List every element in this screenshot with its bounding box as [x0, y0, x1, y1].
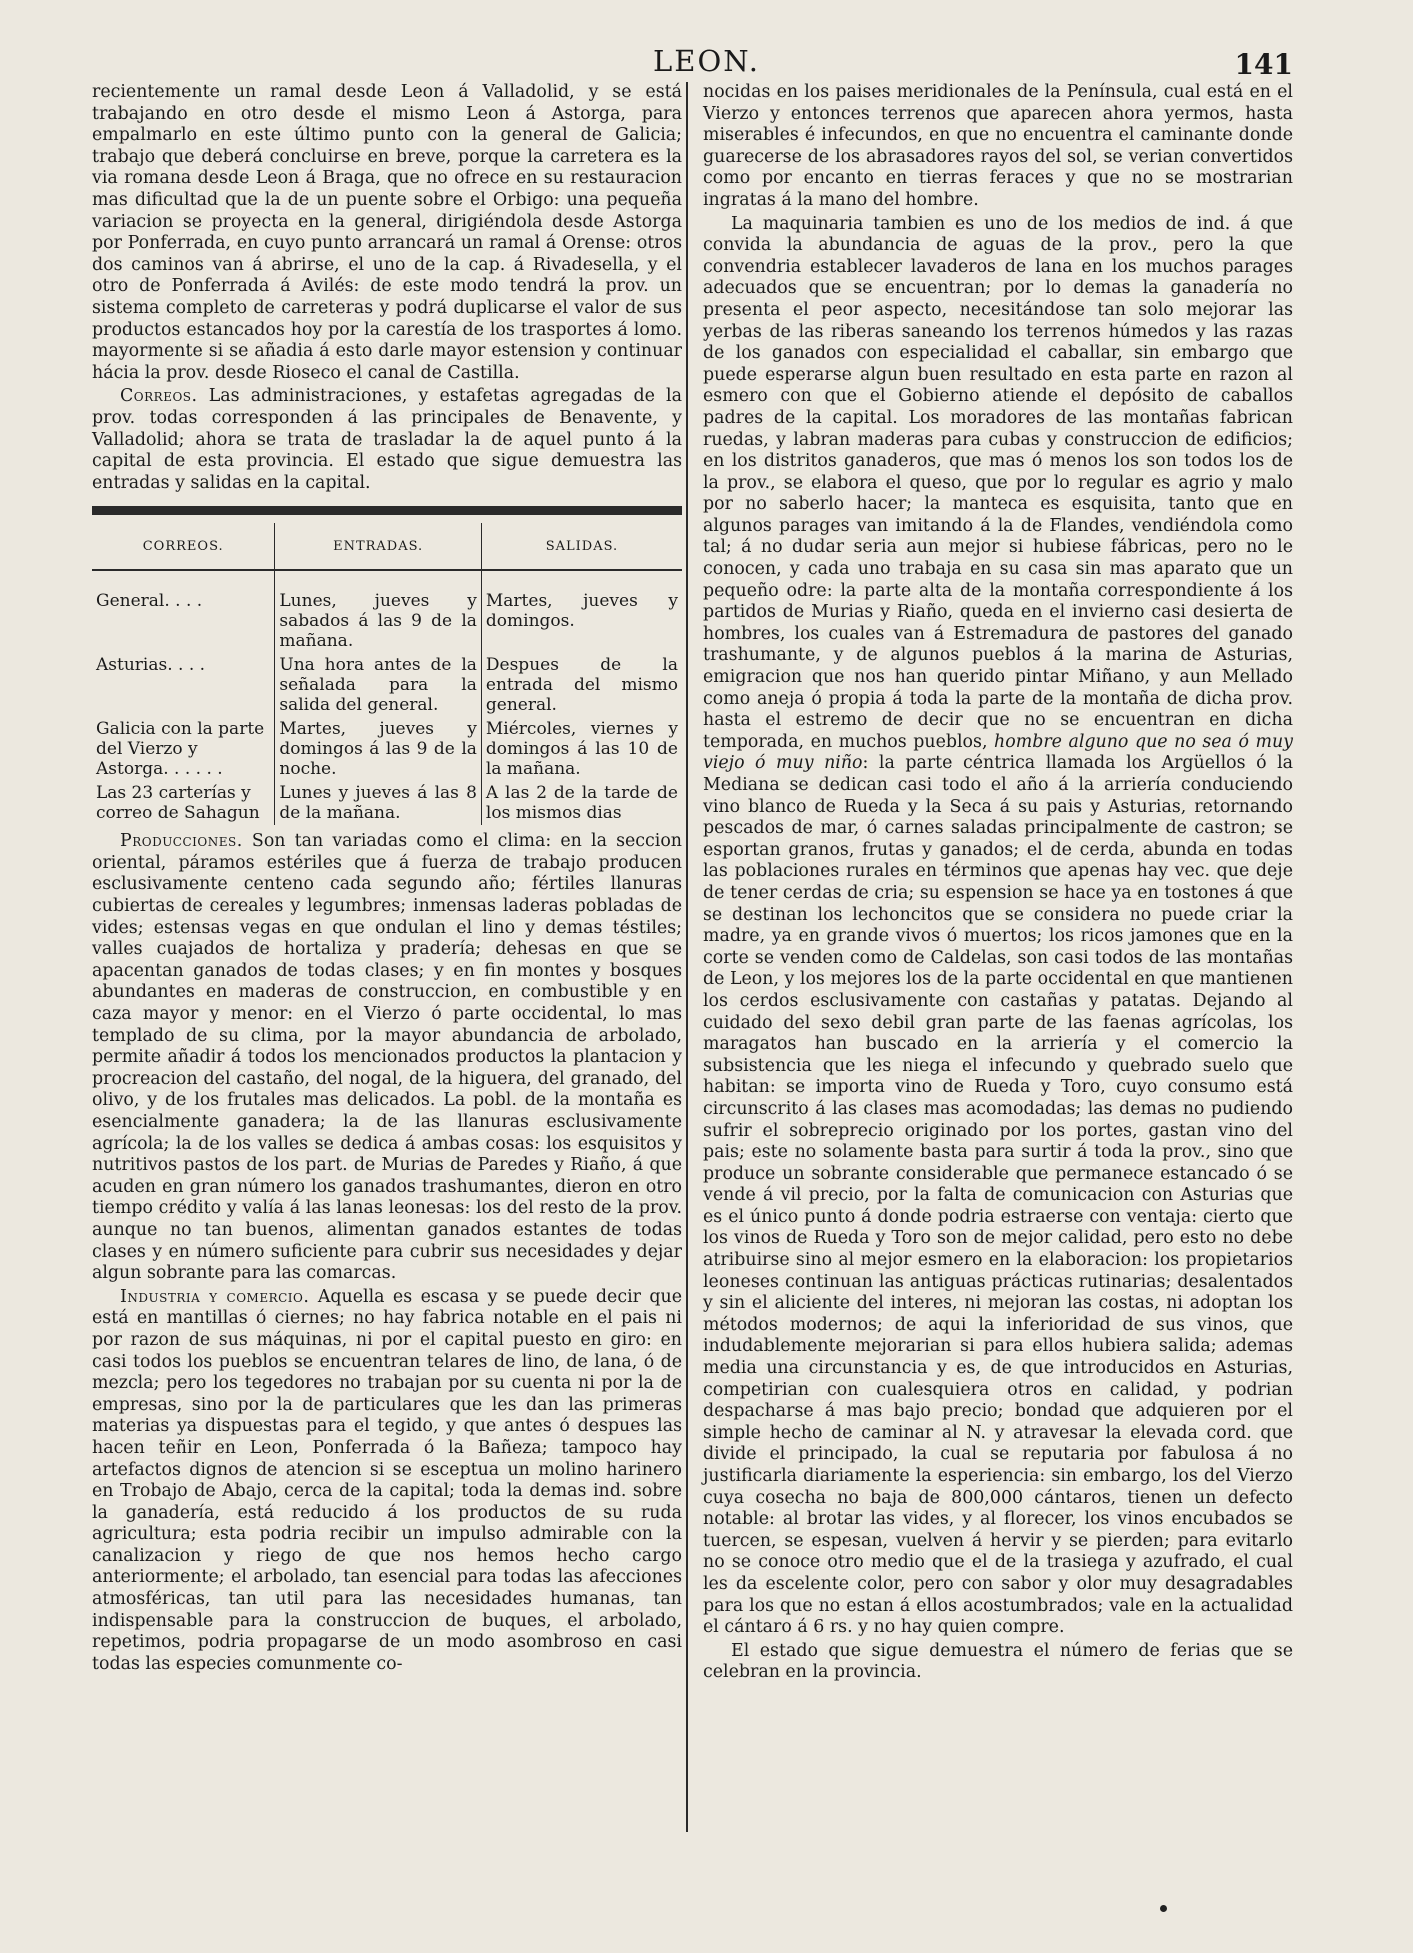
table-row	[92, 589, 682, 653]
print-speck	[1160, 1905, 1167, 1912]
paragraph-correos	[92, 386, 682, 494]
paragraph-industria	[92, 1287, 682, 1676]
col-header-entradas: ENTRADAS.	[275, 523, 482, 570]
producciones-text: Son tan variadas como el clima: en la seccion oriental, páramos estériles que á fuerza de trabajo producen esclusivamente centeno cada segundo año; fértiles llanuras cubiertas de cereales y legumbres; inmensas laderas pobladas de vides; estensas vegas en que ondulan el lino y demas téstiles; valles cuajados de hortaliza y pradería; dehesas en que se apacentan ganados de todas clases; y en fin montes y bosques abundantes en maderas de construccion, en combustible y en caza mayor y menor: en el Vierzo ó parte occidental, lo mas templado de su clima, por la mayor abundancia de arbolado, permite añadir á todos los mencionados productos la plantacion y procreacion del castaño, del nogal, de la higuera, del granado, del olivo, y de los frutales mas delicados. La pobl. de la montaña es esencialmente ganadera; la de las llanuras esclusivamente agrícola; la de los valles se dedica á ambas cosas: los esquisitos y nutritivos pastos de los part. de Murias de Paredes y Riaño, á que acuden en gran número los ganados trashumantes, dieron en otro tiempo crédito y valía á las lanas leonesas: los del resto de la prov. aunque no tan buenos, alimentan ganados estantes de todas clases y en número suficiente para cubrir sus necesidades y dejar algun sobrante para las comarcas.	[92, 831, 683, 1284]
maquinaria-italic-quote: hombre alguno que no sea ó muy viejo ó muy niño	[703, 731, 1293, 774]
table-spacer	[92, 570, 682, 589]
row-salidas: Miércoles, viernes y domingos á las 10 de la mañana.	[481, 717, 682, 781]
running-title: LEON.	[653, 44, 760, 78]
col-header-correos: CORREOS.	[92, 523, 275, 570]
section-head-correos: Correos.	[120, 386, 198, 407]
row-entradas: Una hora antes de la señalada para la salida del general.	[275, 653, 482, 717]
paragraph-roads: recientemente un ramal desde Leon á Valladolid, y se está trabajando en otro desde el mismo Leon á Astorga, para empalmarlo en este último punto con la general de Galicia; trabajo que deberá concluirse en breve, porque la carretera es la via romana desde Leon á Braga, que no ofrece en su restauracion mas dificultad que la de un puente sobre el Orbigo: una pequeña variacion se proyecta en la general, dirigiéndola desde Astorga por Ponferrada, en cuyo punto arrancará un ramal á Orense: otros dos caminos van á abrirse, el uno de la cap. á Rivadesella, y el otro de Ponferrada á Avilés: de este modo tendrá la prov. un sistema completo de carreteras y podrá duplicarse el valor de sus productos estancados hoy por la carestía de los trasportes á lomo. mayormente si se añadia á esto darle mayor estension y continuar hácia la prov. desde Rioseco el canal de Castilla.	[92, 82, 682, 383]
page-header	[0, 44, 1413, 84]
maquinaria-text-tail: : la parte céntrica llamada los Argüellos ó la Mediana se dedican casi todo el año á la arriería conduciendo vino blanco de Rueda y la Seca á su pais y Asturias, retornando pescados de mar, ó carnes saladas principalmente de castron; se esportan granos, frutas y ganados; el de cerda, abunda en todas las poblaciones rurales en términos que apenas hay vec. que deje de tener cerdas de cria; su espension se hace ya en tostones á que se destinan los lechoncitos que se considera no puede criar la madre, ya en grande vivos ó muertos; los ricos jamones que en la corte se venden como de Caldelas, son casi todos de las montañas de Leon, y los mejores los de la parte occidental en que mantienen los cerdos esclusivamente con castañas y patatas. Dejando al cuidado del sexo debil gran parte de las faenas agrícolas, los maragatos han buscado en la arriería y el comercio la subsistencia que les niega el infecundo y quebrado suelo que habitan: se importa vino de Rueda y Toro, cuyo consumo está circunscrito á las clases mas acomodadas; las demas no pudiendo sufrir el sobreprecio originado por los portes, gastan vino del pais; este no solamente basta para surtir á toda la prov., sino que produce un sobrante considerable que permanece estancado ó se vende á vil precio, por la falta de comunicacion con Asturias que es el único punto á donde podria estraerse con ventaja: cierto que los vinos de Rueda y Toro son de mejor calidad, pero esto no debe atribuirse sino al mejor esmero en la elaboracion: los propietarios leoneses continuan las antiguas prácticas rutinarias; desalentados y sin el aliciente del interes, ni mejoran las costas, ni adoptan los métodos modernos; de aqui la inferioridad de sus vinos, que indudablemente mejorarian si para ellos hubiera salida; ademas media una circunstancia y es, de que introducidos en Asturias, competirian con cualesquiera otros en calidad, y podrian despacharse á mas bajo precio; bondad que adquieren por el simple hecho de caminar al N. y atravesar la elevada cord. que divide el principado, la cual se reputaria por fabulosa á no justificarla diariamente la esperiencia: sin embargo, los del Vierzo cuya cosecha no baja de 800,000 cántaros, tienen un defecto notable: al brotar las vides, y al florecer, los vinos encubados se tuercen, se espesan, vuelven á hervir y se pierden; para evitarlo no se conoce otro medio que el de la trasiega y azufrado, el cual les da escelente color, pero con sabor y olor muy desagradables para los que no estan á ellos acostumbrados; vale en la actualidad el cántaro á 6 rs. y no hay quien compre.	[703, 753, 1293, 1638]
table-row	[92, 717, 682, 781]
paragraph-continuation: nocidas en los paises meridionales de la Península, cual está en el Vierzo y entonces terrenos que aparecen ahora yermos, hasta miserables é infecundos, en que no encuentra el caminante donde guarecerse de los abrasadores rayos del sol, se verian convertidos como por encanto en tierras feraces y que no se mostrarian ingratas á la mano del hombre.	[703, 82, 1293, 210]
row-entradas: Martes, jueves y domingos á las 9 de la noche.	[275, 717, 482, 781]
mail-schedule-table	[92, 523, 682, 825]
row-name: Asturias. . . .	[96, 655, 206, 676]
column-divider	[686, 82, 688, 1832]
row-entradas: Lunes, jueves y sabados á las 9 de la mañana.	[275, 589, 482, 653]
paragraph-maquinaria	[703, 214, 1293, 1639]
row-entradas: Lunes y jueves á las 8 de la mañana.	[275, 781, 482, 825]
left-column	[92, 82, 682, 1677]
row-salidas: Despues de la entrada del mismo general.	[481, 653, 682, 717]
industria-text: Aquella es escasa y se puede decir que está en mantillas ó ciernes; no hay fabrica notable en el pais ni por razon de sus máquinas, ni por el capital puesto en giro: en casi todos los pueblos se encuentran telares de lino, de lana, ó de mezcla; pero los tegedores no trabajan por su cuenta ni por la de empresas, sino por la de particulares que les dan las primeras materias ya dispuestas para el tegido, y que antes ó despues las hacen teñir en Leon, Ponferrada ó la Bañeza; tampoco hay artefactos dignos de atencion si se esceptua un molino harinero en Trobajo de Abajo, cerca de la capital; toda la demas ind. sobre la ganadería, está reducido á los productos de su ruda agricultura; esta podria recibir un impulso admirable con la canalizacion y riego de que nos hemos hecho cargo anteriormente; el arbolado, tan esencial para todas las afecciones atmosféricas, tan util para las necesidades humanas, tan indispensable para la construccion de buques, el arbolado, repetimos, podria propagarse de un modo asombroso en casi todas las especies comunmente co-	[92, 1286, 683, 1674]
row-salidas: A las 2 de la tarde de los mismos dias	[481, 781, 682, 825]
paragraph-producciones	[92, 831, 682, 1284]
row-name: Galicia con la parte del Vierzo y Astorga. . . . . .	[96, 719, 265, 780]
row-salidas: Martes, jueves y domingos.	[481, 589, 682, 653]
section-head-industria: Industria y comercio.	[120, 1286, 310, 1307]
col-header-salidas: SALIDAS.	[481, 523, 682, 570]
row-name: General. . . .	[96, 591, 203, 612]
paragraph-ferias-intro: El estado que sigue demuestra el número de ferias que se celebran en la provincia.	[703, 1640, 1293, 1683]
right-column	[703, 82, 1293, 1686]
correos-text: Las administraciones, y estafetas agregadas de la prov. todas corresponden á las principales de Benavente, y Valladolid; ahora se trata de trasladar la de aquel punto á la capital de esta provincia. El estado que sigue demuestra las entradas y salidas en la capital.	[92, 386, 682, 493]
table-row	[92, 653, 682, 717]
row-name: Las 23 carterías y correo de Sahagun	[96, 783, 260, 824]
table-row	[92, 781, 682, 825]
section-head-producciones: Producciones.	[120, 831, 243, 852]
table-top-rule	[92, 506, 682, 515]
page-number: 141	[1234, 48, 1293, 81]
maquinaria-text: La maquinaria tambien es uno de los medios de ind. á que convida la abundancia de aguas de la prov., pero la que convendria establecer lavaderos de lana en los muchos parages adecuados que se encuentran; por lo demas la ganadería no presenta el peor aspecto, necesitándose tan solo mejorar las yerbas de las riberas saneando los terrenos húmedos y las razas de los ganados con especialidad el caballar, sin embargo que puede esperarse algun buen resultado en esta parte en razon al esmero con que el Gobierno atiende el depósito de caballos padres de la capital. Los moradores de las montañas fabrican ruedas, y labran maderas para cubas y construccion de edificios; en los distritos ganaderos, que mas ó menos los son todos los de la prov., se elabora el queso, que por lo regular es agrio y malo por no saberlo hacer; la manteca es esquisita, tanto que en algunos parages van imitando á la de Flandes, vendiéndola como tal; á no dudar seria aun mejor si hubiese fábricas, pero no le conocen, y cada uno trabaja en su casa sin mas aparato que un pequeño odre: la parte alta de la montaña correspondiente á los partidos de Murias y Riaño, queda en el invierno casi desierta de hombres, los cuales van á Estremadura de pastores del ganado trashumante, y de algunos pueblos á la marina de Asturias, emigracion que nos han querido pintar Miñano, y aun Mellado como aneja ó propia á toda la parte de la montaña de dicha prov. hasta el estremo de decir que no se encuentran en dicha temporada, en muchos pueblos,	[703, 213, 1293, 752]
